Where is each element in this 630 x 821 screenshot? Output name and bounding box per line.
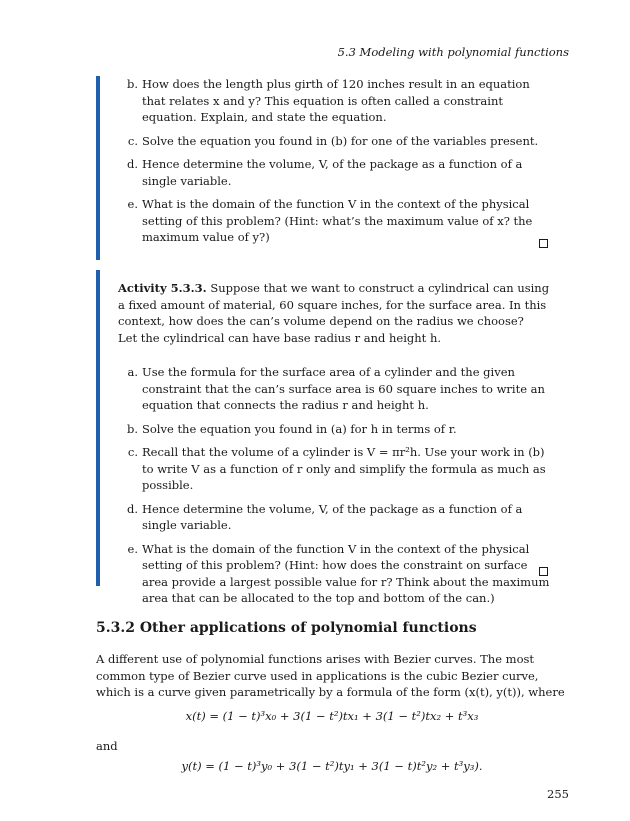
item-text: Hence determine the volume, V, of the package as a function of a single variable. bbox=[142, 157, 523, 188]
item-text: Solve the equation you found in (b) for one of the variables present. bbox=[142, 133, 539, 148]
item-text: How does the length plus girth of 120 inches result in an equation that relates x and y? This equation is often called a constraint equation. Explain, and state the equation. bbox=[142, 77, 530, 124]
activity-intro bbox=[118, 280, 554, 346]
activity-item bbox=[118, 196, 554, 246]
item-text: Recall that the volume of a cylinder is V = πr²h. Use your work in (b) to write V as a function of r only and simplify the formula as much as possible. bbox=[142, 445, 546, 492]
activity-item bbox=[118, 444, 554, 494]
activity-item bbox=[118, 541, 554, 607]
item-label: b. bbox=[126, 77, 138, 91]
section-heading: 5.3.2 Other applications of polynomial functions bbox=[96, 620, 477, 636]
item-text: Solve the equation you found in (a) for h in terms of r. bbox=[142, 421, 457, 436]
activity-block-533 bbox=[96, 270, 554, 605]
item-label: d. bbox=[126, 157, 138, 171]
equation-y: y(t) = (1 − t)³y₀ + 3(1 − t²)ty₁ + 3(1 − t)t²y₂ + t³y₃). bbox=[181, 759, 483, 773]
item-text: What is the domain of the function V in the context of the physical setting of this problem? (Hint: how does the constraint on surface area provide a largest possible value for r? Think about the maximum area that can be allocated to the top and bottom of the can.) bbox=[142, 541, 550, 605]
conjunction-text: and bbox=[96, 739, 118, 753]
item-text: Hence determine the volume, V, of the package as a function of a single variable. bbox=[142, 501, 523, 532]
activity-item bbox=[118, 76, 554, 126]
item-label: d. bbox=[126, 501, 138, 516]
running-head: 5.3 Modeling with polynomial functions bbox=[337, 45, 569, 59]
activity-item bbox=[118, 133, 554, 150]
activity-item bbox=[118, 156, 554, 189]
activity-title: Activity 5.3.3. bbox=[118, 281, 207, 295]
activity-intro-setup: Let the cylindrical can have base radius r and height h. bbox=[118, 330, 442, 345]
item-text: What is the domain of the function V in the context of the physical setting of this problem? (Hint: what’s the maximum value of x? the maximum value of y?) bbox=[142, 197, 533, 244]
activity-item bbox=[118, 421, 554, 438]
page-number: 255 bbox=[547, 787, 569, 801]
equation-x: x(t) = (1 − t)³x₀ + 3(1 − t²)tx₁ + 3(1 − t²)tx₂ + t³x₃ bbox=[185, 709, 479, 723]
item-label: b. bbox=[126, 421, 138, 436]
end-of-activity-square-icon bbox=[539, 239, 548, 248]
activity-item bbox=[118, 364, 554, 414]
activity-intro-text: Suppose that we want to construct a cylindrical can using a fixed amount of material, 60 square inches, for the surface area. In this context, how does the can’s volume depend on the radius we choose? bbox=[118, 281, 550, 328]
item-label: e. bbox=[127, 541, 138, 556]
activity-block-previous bbox=[96, 76, 554, 260]
item-label: e. bbox=[127, 197, 138, 211]
item-label: c. bbox=[127, 133, 138, 148]
item-label: c. bbox=[127, 445, 138, 459]
body-paragraph: A different use of polynomial functions arises with Bezier curves. The most common type of Bezier curve used in applications is the cubic Bezier curve, which is a curve given parametrically by a formula of the form (x(t), y(t)), where bbox=[96, 652, 565, 699]
activity-item bbox=[118, 501, 554, 534]
end-of-activity-square-icon bbox=[539, 567, 548, 576]
item-text: Use the formula for the surface area of a cylinder and the given constraint that the can’s surface area is 60 square inches to write an equation that connects the radius r and height h. bbox=[142, 365, 545, 412]
item-label: a. bbox=[127, 365, 138, 379]
